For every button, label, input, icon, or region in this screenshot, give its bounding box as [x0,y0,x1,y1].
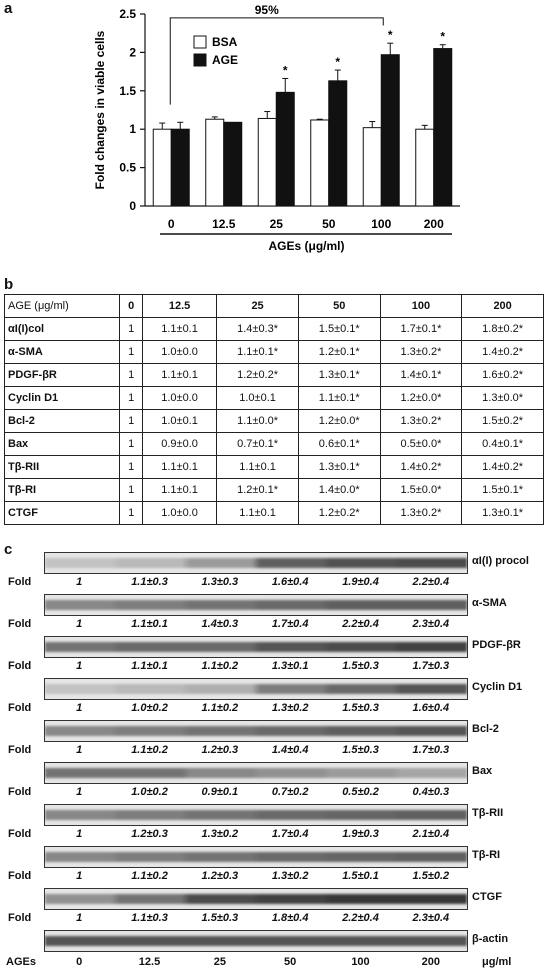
fold-value: 1.9±0.3 [342,828,379,840]
fold-value: 1.3±0.2 [271,702,309,714]
fold-value: 1.2±0.3 [201,744,239,756]
fold-value: 1 [76,828,83,840]
blot-label: β-actin [472,933,509,945]
fold-value: 1.5±0.3 [342,744,379,756]
fold-value: 1.1±0.1 [131,660,168,672]
fold-label: Fold [8,702,32,714]
ages-dose-value: 0 [76,956,83,968]
fold-value: 0.5±0.2 [342,786,379,798]
ages-dose-value: 200 [421,956,440,968]
table-cell: 1.4±0.1* [380,364,462,387]
y-tick-label: 1 [129,122,136,137]
table-cell: 1 [120,410,142,433]
table-header-cell: 25 [217,295,299,318]
blot-strip [44,594,468,616]
table-cell: 0.4±0.1* [462,433,544,456]
blot-bands [45,810,467,820]
fold-label: Fold [8,912,32,924]
fold-value: 0.7±0.2 [271,786,309,798]
table-cell: 0.7±0.1* [217,433,299,456]
significance-star: * [282,63,288,78]
table-cell: 0.5±0.0* [380,433,462,456]
panel-c-label: c [4,541,13,558]
panel-a-label: a [4,0,13,17]
table-cell: 1.1±0.1 [142,456,216,479]
table-cell: 1.8±0.2* [462,318,544,341]
y-axis-title: Fold changes in viable cells [93,30,107,190]
table-cell: 1.1±0.1 [217,456,299,479]
significance-star: * [440,29,446,44]
table-cell: 1.5±0.2* [462,410,544,433]
fold-value: 1.0±0.2 [131,702,168,714]
fold-value: 1.5±0.2 [412,870,450,882]
fold-value: 2.3±0.4 [412,618,450,630]
table-header-cell: AGE (μg/ml) [5,295,120,318]
fold-value: 1.6±0.4 [271,576,309,588]
table-row [5,456,544,479]
table-row [5,502,544,525]
fold-value: 1.1±0.2 [201,702,239,714]
table-cell: 1.2±0.2* [298,502,380,525]
y-tick-label: 1.5 [119,83,136,98]
blot-label: Bax [472,765,493,777]
bar-age [381,55,399,206]
bar-bsa [153,129,171,206]
fold-value: 1.1±0.3 [131,576,168,588]
y-tick-label: 0.5 [119,160,136,175]
bar-bsa [363,128,381,206]
blot-bands [45,642,467,652]
blot-bands [45,894,467,904]
x-tick-label: 200 [423,217,444,231]
table-cell: 1.1±0.1* [217,341,299,364]
x-tick-label: 100 [371,217,392,231]
fold-value: 2.2±0.4 [412,576,450,588]
blot-bands [45,936,467,946]
blot-strip [44,804,468,826]
fold-value: 1.7±0.4 [271,828,309,840]
fold-value: 1 [76,786,83,798]
table-cell: 1.0±0.0 [142,387,216,410]
fold-value: 1.7±0.3 [412,744,450,756]
blot-strip [44,930,468,952]
fold-value: 1 [76,618,83,630]
blot-bands [45,726,467,736]
blot-strip [44,720,468,742]
fold-label: Fold [8,744,32,756]
fold-value: 2.1±0.4 [412,828,450,840]
fold-value: 1.7±0.4 [271,618,309,630]
table-row-label: αI(I)col [5,318,120,341]
fold-value: 1.4±0.4 [271,744,309,756]
table-row-label: Bcl-2 [5,410,120,433]
table-cell: 1 [120,433,142,456]
table-cell: 1.7±0.1* [380,318,462,341]
table-cell: 1.6±0.2* [462,364,544,387]
bar-bsa [311,120,329,206]
y-tick-label: 0 [129,199,136,213]
bracket-label: 95% [254,2,279,17]
blot-strip [44,552,468,574]
fold-label: Fold [8,618,32,630]
table-cell: 1.4±0.3* [217,318,299,341]
fold-value: 1.3±0.2 [271,870,309,882]
fold-value: 1.2±0.3 [131,828,168,840]
table-cell: 1.0±0.1 [217,387,299,410]
bar-age [224,122,242,206]
fold-value: 1.1±0.1 [131,618,168,630]
table-cell: 1.5±0.1* [298,318,380,341]
table-cell: 1.1±0.0* [217,410,299,433]
fold-label: Fold [8,786,32,798]
fold-value: 0.9±0.1 [201,786,239,798]
fold-value: 1.3±0.2 [201,828,239,840]
fold-value: 1.1±0.3 [131,912,168,924]
x-tick-label: 0 [167,217,175,231]
table-cell: 1.3±0.1* [298,364,380,387]
fold-value: 1.4±0.3 [201,618,239,630]
table-cell: 1.1±0.1 [217,502,299,525]
fold-change-table [4,294,544,525]
table-cell: 1.2±0.0* [380,387,462,410]
table-cell: 1.1±0.1* [298,387,380,410]
table-row-label: Cyclin D1 [5,387,120,410]
fold-value: 1 [76,702,83,714]
fold-value: 1.1±0.2 [201,660,239,672]
x-tick-label: 50 [322,217,336,231]
fold-label: Fold [8,576,32,588]
table-row [5,387,544,410]
blot-bands [45,600,467,610]
ages-dose-value: 25 [213,956,226,968]
table-cell: 0.6±0.1* [298,433,380,456]
table-cell: 1.3±0.0* [462,387,544,410]
fold-value: 1.2±0.3 [201,870,239,882]
table-cell: 1.0±0.0 [142,341,216,364]
fold-value: 1.1±0.2 [131,870,168,882]
table-cell: 1.4±0.2* [380,456,462,479]
fold-value: 0.4±0.3 [412,786,450,798]
table-header-cell: 0 [120,295,142,318]
fold-label: Fold [8,828,32,840]
fold-value: 1.7±0.3 [412,660,450,672]
table-cell: 1 [120,364,142,387]
table-body [5,318,544,525]
fold-value: 1.8±0.4 [271,912,309,924]
legend-swatch-bsa [194,36,206,48]
table-row-label: PDGF-βR [5,364,120,387]
blot-label: αI(I) procol [472,555,529,567]
y-tick-label: 2 [129,45,136,60]
fold-value: 1 [76,912,83,924]
x-tick-label: 25 [269,217,283,231]
fold-value: 2.2±0.4 [342,618,379,630]
legend-swatch-age [194,54,206,66]
blot-strip [44,888,468,910]
table-header-cell: 50 [298,295,380,318]
bar-age [329,81,347,206]
bar-age [434,49,452,206]
blot-bands [45,768,467,778]
table-row-label: Tβ-RI [5,479,120,502]
blot-label: α-SMA [472,597,507,609]
fold-value: 1.0±0.2 [131,786,168,798]
ages-dose-value: 12.5 [138,956,161,968]
table-cell: 1.3±0.1* [298,456,380,479]
fold-value: 2.3±0.4 [412,912,450,924]
table-cell: 1.3±0.1* [462,502,544,525]
blot-label: Bcl-2 [472,723,499,735]
table-cell: 1.5±0.1* [462,479,544,502]
table-cell: 1.0±0.0 [142,502,216,525]
table-cell: 1.4±0.2* [462,456,544,479]
blot-label: Cyclin D1 [472,681,523,693]
x-axis-title: AGEs (μg/ml) [268,239,345,253]
fold-value: 1.9±0.4 [342,576,379,588]
table-header-row [5,295,544,318]
blot-strip [44,762,468,784]
legend-label: AGE [212,53,239,67]
bar-bsa [206,119,224,206]
table-cell: 1 [120,502,142,525]
blot-label: Tβ-RI [472,849,501,861]
table-header-cell: 12.5 [142,295,216,318]
table-header-cell: 200 [462,295,544,318]
bar-age [276,92,294,206]
y-tick-label: 2.5 [119,7,136,21]
fold-value: 1.3±0.1 [271,660,309,672]
fold-value: 1 [76,576,83,588]
table-cell: 1.2±0.0* [298,410,380,433]
table-row [5,341,544,364]
table-header-cell: 100 [380,295,462,318]
fold-value: 1 [76,870,83,882]
fold-value: 1.5±0.3 [201,912,239,924]
table-cell: 1.3±0.2* [380,502,462,525]
table-cell: 1.5±0.0* [380,479,462,502]
blot-bands [45,852,467,862]
table-row [5,479,544,502]
fold-value: 2.2±0.4 [342,912,379,924]
table-cell: 1.3±0.2* [380,341,462,364]
fold-value: 1.1±0.2 [131,744,168,756]
ages-axis-label: AGEs [6,956,36,968]
fold-value: 1 [76,660,83,672]
table-cell: 1.2±0.1* [217,479,299,502]
x-tick-label: 12.5 [212,217,236,231]
fold-value: 1.5±0.3 [342,702,379,714]
table-cell: 1 [120,456,142,479]
blot-label: CTGF [472,891,502,903]
fold-label: Fold [8,870,32,882]
table-cell: 0.9±0.0 [142,433,216,456]
table-cell: 1.1±0.1 [142,364,216,387]
blot-label: PDGF-βR [472,639,521,651]
ages-dose-value: 100 [351,956,370,968]
table-row [5,410,544,433]
table-cell: 1.4±0.2* [462,341,544,364]
significance-star: * [335,55,341,70]
table-row [5,364,544,387]
table-row-label: α-SMA [5,341,120,364]
table-row-label: Bax [5,433,120,456]
bar-age [171,129,189,206]
table-cell: 1.1±0.1 [142,479,216,502]
fold-value: 1.5±0.1 [342,870,379,882]
fold-value: 1.6±0.4 [412,702,450,714]
table-cell: 1.1±0.1 [142,318,216,341]
table-cell: 1.3±0.2* [380,410,462,433]
legend-label: BSA [212,35,238,49]
table-cell: 1 [120,318,142,341]
panel-b-label: b [4,276,14,293]
ages-dose-value: 50 [284,956,297,968]
table-cell: 1 [120,479,142,502]
table-cell: 1.2±0.1* [298,341,380,364]
significance-star: * [387,28,393,43]
table-row-label: CTGF [5,502,120,525]
table-row [5,433,544,456]
table-cell: 1 [120,387,142,410]
ages-unit: μg/ml [482,956,512,968]
table-cell: 1 [120,341,142,364]
blot-strip [44,846,468,868]
table-cell: 1.2±0.2* [217,364,299,387]
blot-strip [44,678,468,700]
bar-bsa [258,118,276,206]
blot-bands [45,684,467,694]
blot-strip [44,636,468,658]
blot-bands [45,558,467,568]
viability-bar-chart [0,0,548,275]
table-row-label: Tβ-RII [5,456,120,479]
table-row [5,318,544,341]
fold-label: Fold [8,660,32,672]
table-cell: 1.4±0.0* [298,479,380,502]
fold-value: 1.5±0.3 [342,660,379,672]
bar-bsa [416,129,434,206]
fold-value: 1 [76,744,83,756]
blot-label: Tβ-RII [472,807,504,819]
fold-value: 1.3±0.3 [201,576,239,588]
table-cell: 1.0±0.1 [142,410,216,433]
